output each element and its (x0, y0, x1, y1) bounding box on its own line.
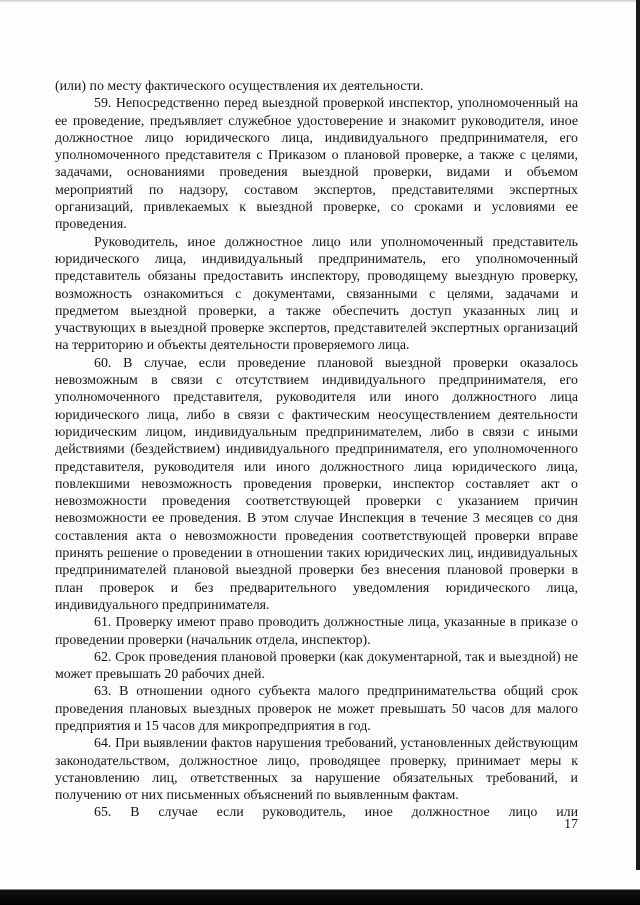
paragraph-64: 64. При выявлении фактов нарушения требований, установленных действующим законодательством, должностное лицо, проводящее проверку, принимает меры к установлению лиц, ответственных за нарушение обязательных требований, и получению от них письменных объяснений по выявленным фактам. (55, 736, 578, 804)
paragraph-65: 65. В случае если руководитель, иное должностное лицо или (94, 805, 578, 821)
scan-top-edge (0, 0, 640, 3)
paragraph-62: 62. Срок проведения плановой проверки (как документарной, так и выездной) не может превышать 20 рабочих дней. (55, 649, 578, 683)
paragraph-61: 61. Проверку имеют право проводить должностные лица, указанные в приказе о проведении проверки (начальник отдела, инспектор). (55, 615, 578, 648)
scan-right-edge (636, 0, 640, 870)
paragraph-63: 63. В отношении одного субъекта малого предпринимательства общий срок проведения плановых выездных проверок не может превышать 50 часов для малого предприятия и 15 часов для микропредприятия в год. (55, 684, 578, 734)
scan-bottom-edge (0, 883, 640, 905)
paragraph-59-part-2: Руководитель, иное должностное лицо или уполномоченный представитель юридического лица, индивидуальный предприниматель, его уполномоченный представитель обязаны предоставить инспектору, проводящему выездную проверку, возможность ознакомиться с документами, связанными с целями, задачами и предметом выездной проверки, а также обеспечить доступ указанных лиц и участвующих в выездной проверке экспертов, представителей экспертных организаций на территорию и объекты деятельности проверяемого лица. (55, 234, 578, 354)
document-body (55, 78, 578, 822)
paragraph-continuation: (или) по месту фактического осуществления их деятельности. (55, 79, 424, 94)
paragraph-60: 60. В случае, если проведение плановой выездной проверки оказалось невозможным в связи с отсутствием индивидуального предпринимателя, его уполномоченного представителя, руководителя или иного должностного лица юридического лица, либо в связи с фактическим неосуществлением деятельности юридическим лицом, индивидуальным предпринимателем, либо в связи с иными действиями (бездействием) индивидуального предпринимателя, его уполномоченного представителя, руководителя или иного должностного лица юридического лица, повлекшими невозможность проведения проверки, инспектор составляет акт о невозможности проведения соответствующей проверки с указанием причин невозможности ее проведения. В этом случае Инспекция в течение 3 месяцев со дня составления акта о невозможности проведения соответствующей проверки вправе принять решение о проведении в отношении таких юридических лиц, индивидуальных предпринимателей плановой выездной проверки без внесения плановой проверки в план проверок и без предварительного уведомления юридического лица, индивидуального предпринимателя. (55, 355, 578, 613)
page-number: 17 (564, 817, 578, 832)
paragraph-59: 59. Непосредственно перед выездной проверкой инспектор, уполномоченный на ее проведение, предъявляет служебное удостоверение и знакомит руководителя, иное должностное лицо юридического лица, индивидуального предпринимателя, его уполномоченного представителя с Приказом о плановой проверке, а также с целями, задачами, основаниями проведения выездной проверки, видами и объемом мероприятий по надзору, составом экспертов, представителями экспертных организаций, привлекаемых к выездной проверке, со сроками и условиями ее проведения. (55, 96, 578, 233)
